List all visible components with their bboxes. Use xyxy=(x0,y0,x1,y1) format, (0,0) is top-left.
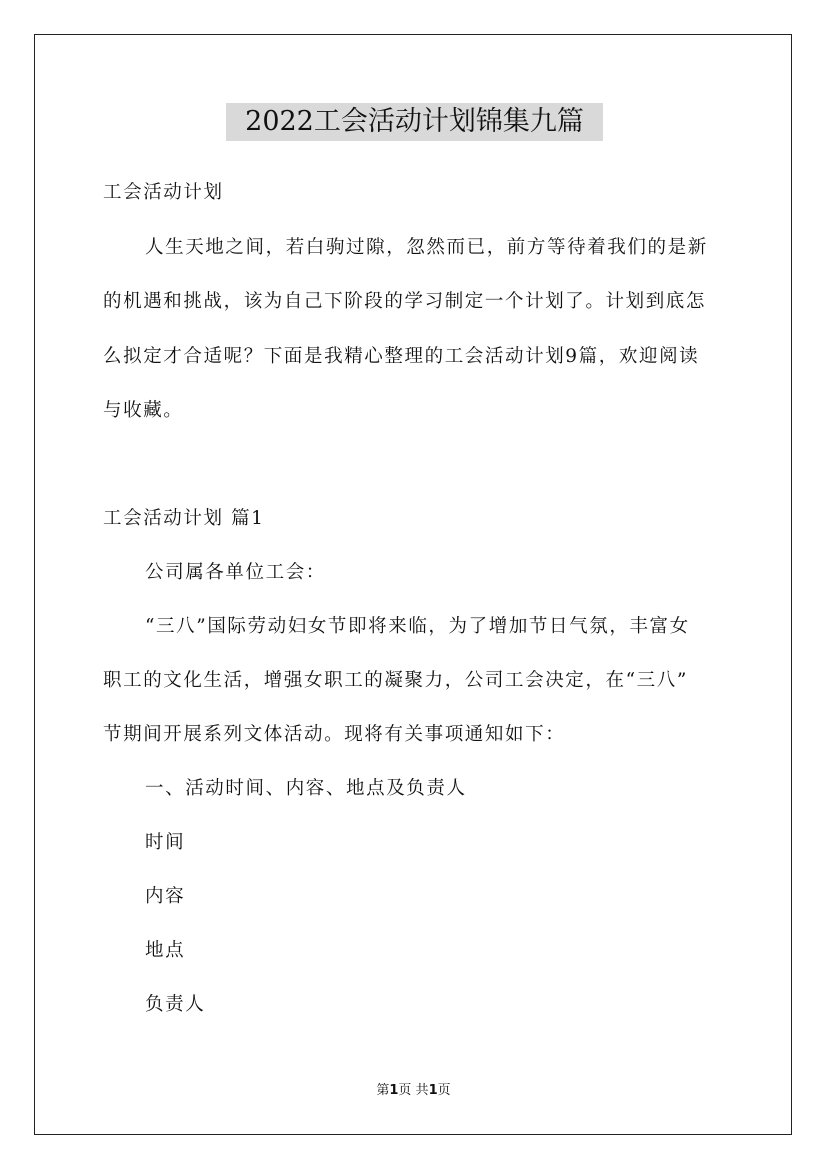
footer-prefix: 第 xyxy=(376,1083,390,1098)
field-time: 时间 xyxy=(145,832,186,853)
intro-line-1: 人生天地之间，若白驹过隙，忽然而已，前方等待着我们的是新 xyxy=(145,237,708,258)
intro-line-3: 么拟定才合适呢？下面是我精心整理的工会活动计划9篇，欢迎阅读 xyxy=(103,346,700,367)
footer-mid: 页 共 xyxy=(398,1083,429,1098)
addressee-line: 公司属各单位工会： xyxy=(145,562,326,583)
footer-page-number: 1 xyxy=(389,1083,399,1098)
footer-suffix: 页 xyxy=(437,1083,451,1098)
notice-line-2: 职工的文化生活，增强女职工的凝聚力，公司工会决定，在“三八” xyxy=(103,670,688,691)
part1-heading: 工会活动计划 篇1 xyxy=(103,508,265,529)
intro-line-4: 与收藏。 xyxy=(103,400,184,421)
document-title: 2022工会活动计划锦集九篇 xyxy=(226,103,603,141)
field-content: 内容 xyxy=(145,886,186,907)
field-location: 地点 xyxy=(145,940,186,961)
notice-line-3: 节期间开展系列文体活动。现将有关事项通知如下： xyxy=(103,724,566,745)
field-person-in-charge: 负责人 xyxy=(145,994,206,1015)
page-footer xyxy=(0,1082,827,1100)
section-heading: 工会活动计划 xyxy=(103,182,224,203)
notice-line-1: “三八”国际劳动妇女节即将来临，为了增加节日气氛，丰富女 xyxy=(145,616,690,637)
intro-line-2: 的机遇和挑战，该为自己下阶段的学习制定一个计划了。计划到底怎 xyxy=(103,291,707,312)
item-heading: 一、活动时间、内容、地点及负责人 xyxy=(145,778,467,799)
footer-total-pages: 1 xyxy=(428,1083,438,1098)
